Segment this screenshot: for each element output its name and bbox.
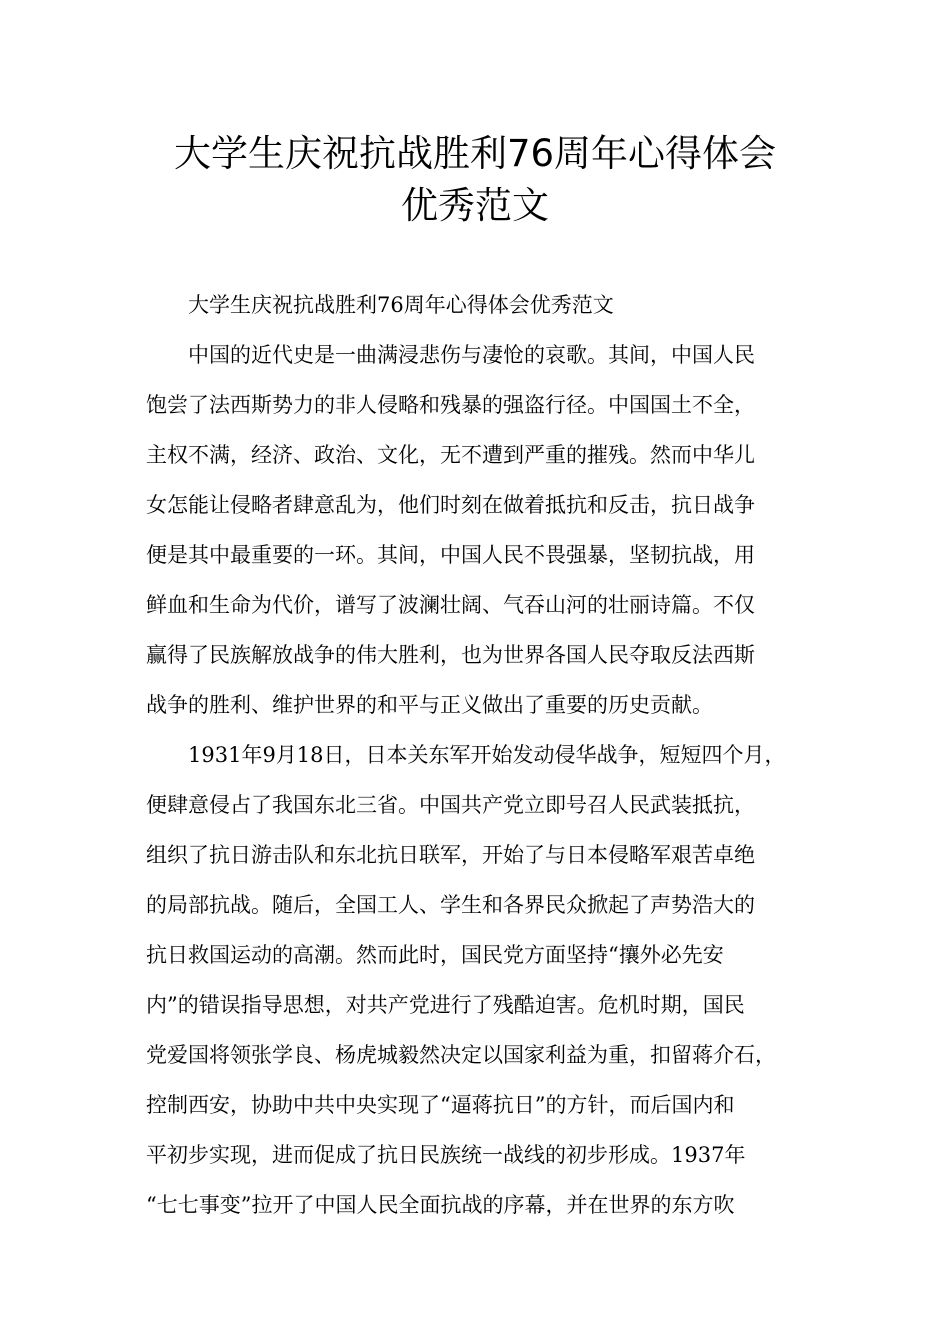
paragraph-line: 便是其中最重要的一环。其间，中国人民不畏强暴，坚韧抗战，用: [146, 543, 755, 567]
paragraph-line: 战争的胜利、维护世界的和平与正义做出了重要的历史贡献。: [146, 693, 713, 717]
paragraph-line: 鲜血和生命为代价，谱写了波澜壮阔、气吞山河的壮丽诗篇。不仅: [146, 593, 755, 617]
paragraph-line: 平初步实现，进而促成了抗日民族统一战线的初步形成。1937年: [146, 1143, 746, 1167]
paragraph-line: 的局部抗战。随后，全国工人、学生和各界民众掀起了声势浩大的: [146, 893, 755, 917]
paragraph-line: 内”的错误指导思想，对共产党进行了残酷迫害。危机时期，国民: [146, 993, 745, 1017]
paragraph-line: 主权不满，经济、政治、文化，无不遭到严重的摧残。然而中华儿: [146, 443, 755, 467]
paragraph-line: 党爱国将领张学良、杨虎城毅然决定以国家利益为重，扣留蒋介石，: [146, 1043, 776, 1067]
title-line-1: 大学生庆祝抗战胜利76周年心得体会: [173, 132, 777, 175]
paragraph-line: “七七事变”拉开了中国人民全面抗战的序幕，并在世界的东方吹: [146, 1193, 735, 1217]
paragraph-line: 抗日救国运动的高潮。然而此时，国民党方面坚持“攘外必先安: [146, 943, 724, 967]
paragraph-line: 便肆意侵占了我国东北三省。中国共产党立即号召人民武装抵抗，: [146, 793, 755, 817]
paragraph-1: [146, 330, 818, 730]
paragraph-line: 女怎能让侵略者肆意乱为，他们时刻在做着抵抗和反击，抗日战争: [146, 493, 755, 517]
document-subtitle: 大学生庆祝抗战胜利76周年心得体会优秀范文: [188, 293, 614, 317]
paragraph-2: [146, 730, 818, 1230]
document-body: [146, 280, 818, 1230]
paragraph-line: 1931年9月18日，日本关东军开始发动侵华战争，短短四个月，: [188, 743, 786, 767]
paragraph-line: 中国的近代史是一曲满浸悲伤与凄怆的哀歌。其间，中国人民: [188, 343, 755, 367]
paragraph-line: 饱尝了法西斯势力的非人侵略和残暴的强盗行径。中国国土不全，: [146, 393, 755, 417]
title-line-2: 优秀范文: [401, 184, 549, 227]
paragraph-line: 控制西安，协助中共中央实现了“逼蒋抗日”的方针，而后国内和: [146, 1093, 735, 1117]
paragraph-line: 组织了抗日游击队和东北抗日联军，开始了与日本侵略军艰苦卓绝: [146, 843, 755, 867]
document-title: [90, 128, 860, 232]
paragraph-line: 赢得了民族解放战争的伟大胜利，也为世界各国人民夺取反法西斯: [146, 643, 755, 667]
